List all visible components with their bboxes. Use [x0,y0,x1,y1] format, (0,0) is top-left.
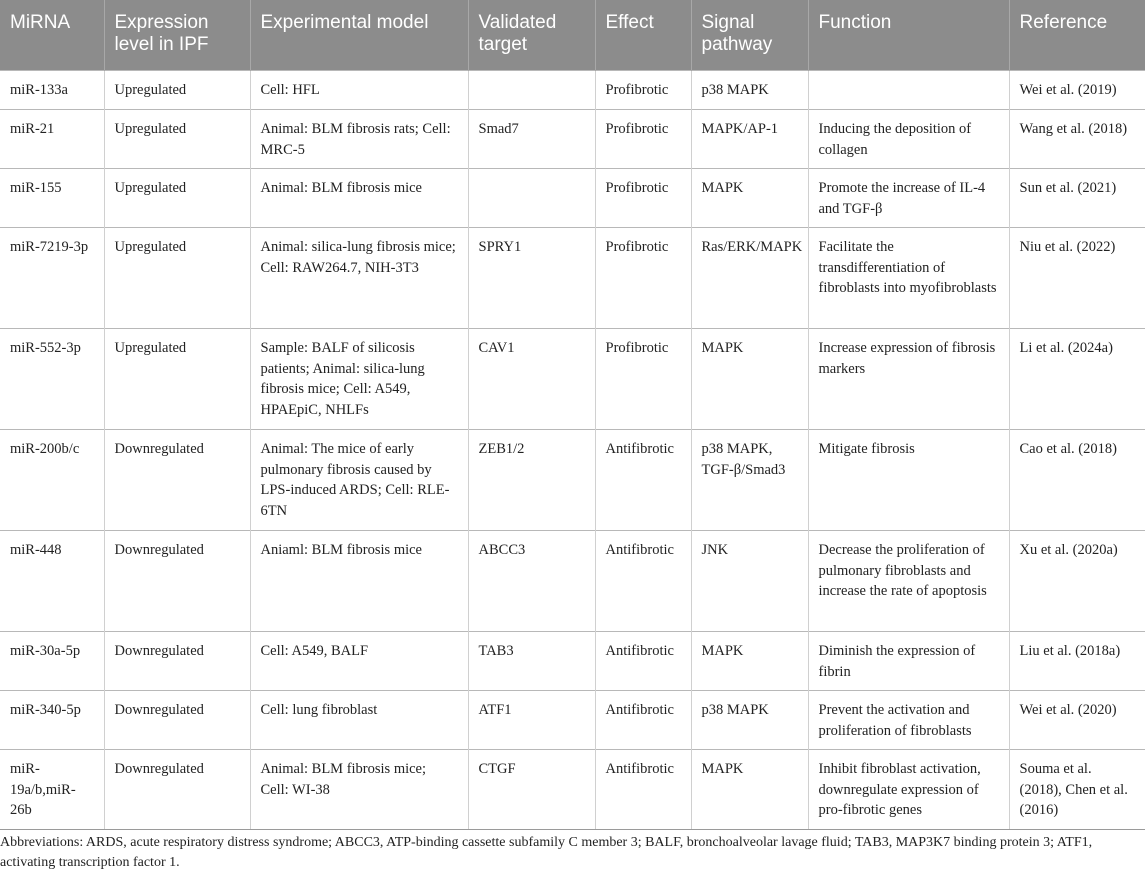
cell-effect: Antifibrotic [595,531,691,632]
cell-model: Aniaml: BLM fibrosis mice [250,531,468,632]
cell-expression: Downregulated [104,691,250,750]
cell-function: Mitigate fibrosis [808,430,1009,531]
table-row [0,329,1145,430]
cell-function: Inducing the deposition of collagen [808,110,1009,169]
cell-mirna: miR-155 [0,169,104,228]
cell-effect: Antifibrotic [595,691,691,750]
header-model: Experimental model [250,0,468,71]
table-row [0,228,1145,329]
cell-expression: Upregulated [104,71,250,110]
table-row [0,691,1145,750]
cell-function: Prevent the activation and proliferation of fibroblasts [808,691,1009,750]
cell-target: SPRY1 [468,228,595,329]
cell-pathway: JNK [691,531,808,632]
cell-target [468,71,595,110]
cell-model: Animal: silica-lung fibrosis mice; Cell: RAW264.7, NIH-3T3 [250,228,468,329]
cell-target: ATF1 [468,691,595,750]
table-row [0,750,1145,830]
cell-effect: Profibrotic [595,169,691,228]
cell-mirna: miR-7219-3p [0,228,104,329]
table-row [0,531,1145,632]
cell-model: Cell: lung fibroblast [250,691,468,750]
cell-reference: Wei et al. (2019) [1009,71,1145,110]
cell-target: ABCC3 [468,531,595,632]
cell-reference: Souma et al. (2018), Chen et al. (2016) [1009,750,1145,830]
cell-expression: Upregulated [104,329,250,430]
cell-function: Inhibit fibroblast activation, downregulate expression of pro-fibrotic genes [808,750,1009,830]
cell-expression: Downregulated [104,632,250,691]
cell-mirna: miR-448 [0,531,104,632]
cell-effect: Profibrotic [595,110,691,169]
header-mirna: MiRNA [0,0,104,71]
cell-expression: Upregulated [104,228,250,329]
cell-target: CTGF [468,750,595,830]
cell-target: ZEB1/2 [468,430,595,531]
cell-function: Diminish the expression of fibrin [808,632,1009,691]
cell-reference: Wang et al. (2018) [1009,110,1145,169]
cell-mirna: miR-552-3p [0,329,104,430]
cell-model: Animal: BLM fibrosis mice; Cell: WI-38 [250,750,468,830]
cell-pathway: p38 MAPK, TGF-β/Smad3 [691,430,808,531]
header-target: Validated target [468,0,595,71]
cell-mirna: miR-19a/b,miR-26b [0,750,104,830]
header-effect: Effect [595,0,691,71]
cell-reference: Niu et al. (2022) [1009,228,1145,329]
cell-effect: Profibrotic [595,329,691,430]
header-row [0,0,1145,71]
cell-reference: Xu et al. (2020a) [1009,531,1145,632]
cell-function [808,71,1009,110]
cell-reference: Wei et al. (2020) [1009,691,1145,750]
cell-function: Decrease the proliferation of pulmonary fibroblasts and increase the rate of apoptosis [808,531,1009,632]
cell-effect: Antifibrotic [595,750,691,830]
cell-model: Animal: BLM fibrosis rats; Cell: MRC-5 [250,110,468,169]
table-row [0,632,1145,691]
cell-mirna: miR-340-5p [0,691,104,750]
cell-mirna: miR-21 [0,110,104,169]
cell-reference: Liu et al. (2018a) [1009,632,1145,691]
cell-model: Cell: HFL [250,71,468,110]
header-function: Function [808,0,1009,71]
cell-target: Smad7 [468,110,595,169]
cell-reference: Li et al. (2024a) [1009,329,1145,430]
cell-model: Sample: BALF of silicosis patients; Animal: silica-lung fibrosis mice; Cell: A549, HPAEpiC, NHLFs [250,329,468,430]
cell-pathway: Ras/ERK/MAPK [691,228,808,329]
cell-effect: Profibrotic [595,71,691,110]
cell-target [468,169,595,228]
header-pathway: Signal pathway [691,0,808,71]
header-reference: Reference [1009,0,1145,71]
cell-pathway: MAPK [691,329,808,430]
cell-reference: Cao et al. (2018) [1009,430,1145,531]
cell-effect: Profibrotic [595,228,691,329]
table-body [0,71,1145,830]
cell-target: TAB3 [468,632,595,691]
cell-mirna: miR-200b/c [0,430,104,531]
cell-expression: Upregulated [104,169,250,228]
cell-model: Cell: A549, BALF [250,632,468,691]
table-row [0,169,1145,228]
cell-expression: Upregulated [104,110,250,169]
cell-effect: Antifibrotic [595,632,691,691]
table-row [0,71,1145,110]
cell-function: Increase expression of fibrosis markers [808,329,1009,430]
cell-model: Animal: BLM fibrosis mice [250,169,468,228]
cell-pathway: p38 MAPK [691,691,808,750]
cell-target: CAV1 [468,329,595,430]
cell-model: Animal: The mice of early pulmonary fibrosis caused by LPS-induced ARDS; Cell: RLE-6TN [250,430,468,531]
cell-expression: Downregulated [104,531,250,632]
table-header [0,0,1145,71]
cell-pathway: MAPK [691,632,808,691]
cell-effect: Antifibrotic [595,430,691,531]
cell-function: Facilitate the transdifferentiation of fibroblasts into myofibroblasts [808,228,1009,329]
cell-mirna: miR-133a [0,71,104,110]
header-expression: Expression level in IPF [104,0,250,71]
table-row [0,430,1145,531]
cell-pathway: MAPK/AP-1 [691,110,808,169]
cell-pathway: p38 MAPK [691,71,808,110]
cell-pathway: MAPK [691,750,808,830]
cell-reference: Sun et al. (2021) [1009,169,1145,228]
table-row [0,110,1145,169]
cell-pathway: MAPK [691,169,808,228]
cell-expression: Downregulated [104,750,250,830]
abbreviations-footnote: Abbreviations: ARDS, acute respiratory distress syndrome; ABCC3, ATP-binding cassette subfamily C member 3; BALF, bronchoalveolar lavage fluid; TAB3, MAP3K7 binding protein 3; ATF1, activating transcription factor 1. [0,835,1093,870]
cell-mirna: miR-30a-5p [0,632,104,691]
cell-expression: Downregulated [104,430,250,531]
cell-function: Promote the increase of IL-4 and TGF-β [808,169,1009,228]
